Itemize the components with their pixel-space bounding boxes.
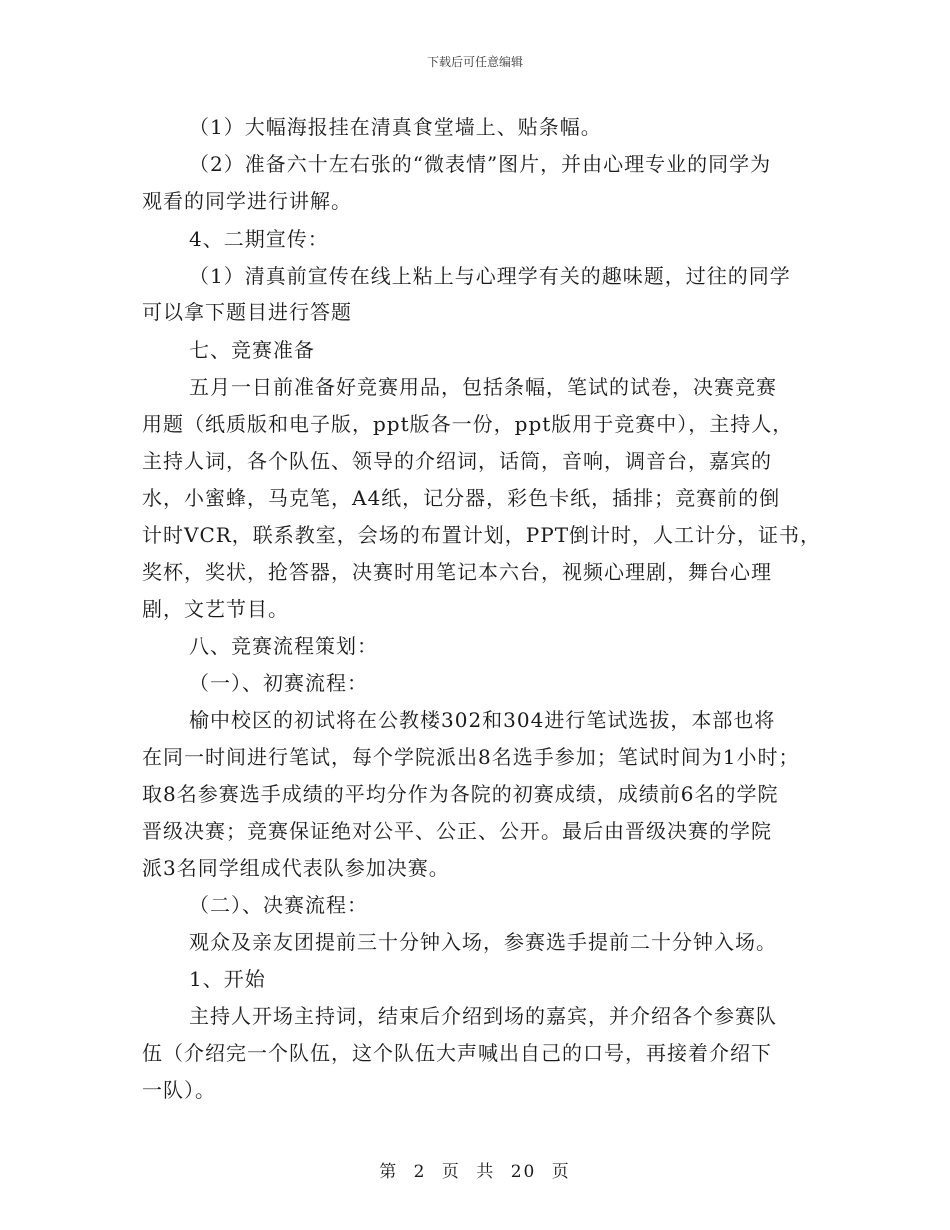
page-unit: 页 [441, 1162, 461, 1182]
paragraph-line: 一队）。 [142, 1078, 216, 1102]
paragraph-line: 奖杯，奖状，抢答器，决赛时用笔记本六台，视频心理剧，舞台心理 [142, 560, 772, 584]
page-label: 第 [379, 1162, 399, 1182]
total-label: 共 [476, 1162, 496, 1182]
paragraph-line: 取8名参赛选手成绩的平均分作为各院的初赛成绩，成绩前6名的学院 [142, 782, 779, 806]
paragraph-line: 可以拿下题目进行答题 [142, 300, 352, 324]
section-heading: 七、竞赛准备 [189, 338, 315, 362]
paragraph-line: 主持人词，各个队伍、领导的介绍词，话筒，音响，调音台，嘉宾的 [142, 449, 772, 473]
paragraph-line: 观众及亲友团提前三十分钟入场，参赛选手提前二十分钟入场。 [189, 930, 777, 954]
paragraph-line: 五月一日前准备好竞赛用品，包括条幅，笔试的试卷，决赛竞赛 [189, 375, 777, 399]
page-footer [0, 1157, 950, 1182]
total-pages: 20 [510, 1162, 537, 1182]
page-header: 下载后可任意编辑 [426, 55, 523, 69]
paragraph-line: （1）大幅海报挂在清真食堂墙上、贴条幅。 [189, 115, 602, 139]
paragraph-line: 剧，文艺节目。 [142, 597, 289, 621]
section-heading: 八、竞赛流程策划： [189, 634, 378, 658]
paragraph-line: （2）准备六十左右张的“微表情”图片，并由心理专业的同学为 [189, 152, 772, 176]
subsection-heading: （二）、决赛流程： [189, 893, 368, 917]
subsection-heading: 1、开始 [189, 967, 266, 991]
paragraph-line: 计时VCR，联系教室，会场的布置计划，PPT倒计时，人工计分，证书， [142, 523, 822, 547]
paragraph-line: 用题（纸质版和电子版，ppt版各一份，ppt版用于竞赛中），主持人， [142, 412, 794, 436]
paragraph-line: （1）清真前宣传在线上粘上与心理学有关的趣味题，过往的同学 [189, 264, 791, 288]
paragraph-line: 水，小蜜蜂，马克笔，A4纸，记分器，彩色卡纸，插排；竞赛前的倒 [142, 486, 781, 510]
paragraph-line: 榆中校区的初试将在公教楼302和304进行笔试选拔，本部也将 [189, 708, 776, 732]
subsection-heading: （一）、初赛流程： [189, 671, 368, 695]
total-unit: 页 [551, 1162, 571, 1182]
paragraph-line: 伍（介绍完一个队伍，这个队伍大声喊出自己的口号，再接着介绍下 [142, 1041, 772, 1065]
paragraph-line: 在同一时间进行笔试，每个学院派出8名选手参加；笔试时间为1小时； [142, 745, 800, 769]
paragraph-line: 主持人开场主持词，结束后介绍到场的嘉宾，并介绍各个参赛队 [189, 1004, 777, 1028]
paragraph-line: 4、二期宣传： [189, 227, 329, 251]
page-number: 2 [413, 1162, 427, 1182]
paragraph-line: 观看的同学进行讲解。 [142, 189, 352, 213]
paragraph-line: 派3名同学组成代表队参加决赛。 [142, 856, 450, 880]
paragraph-line: 晋级决赛；竞赛保证绝对公平、公正、公开。最后由晋级决赛的学院 [142, 819, 772, 843]
